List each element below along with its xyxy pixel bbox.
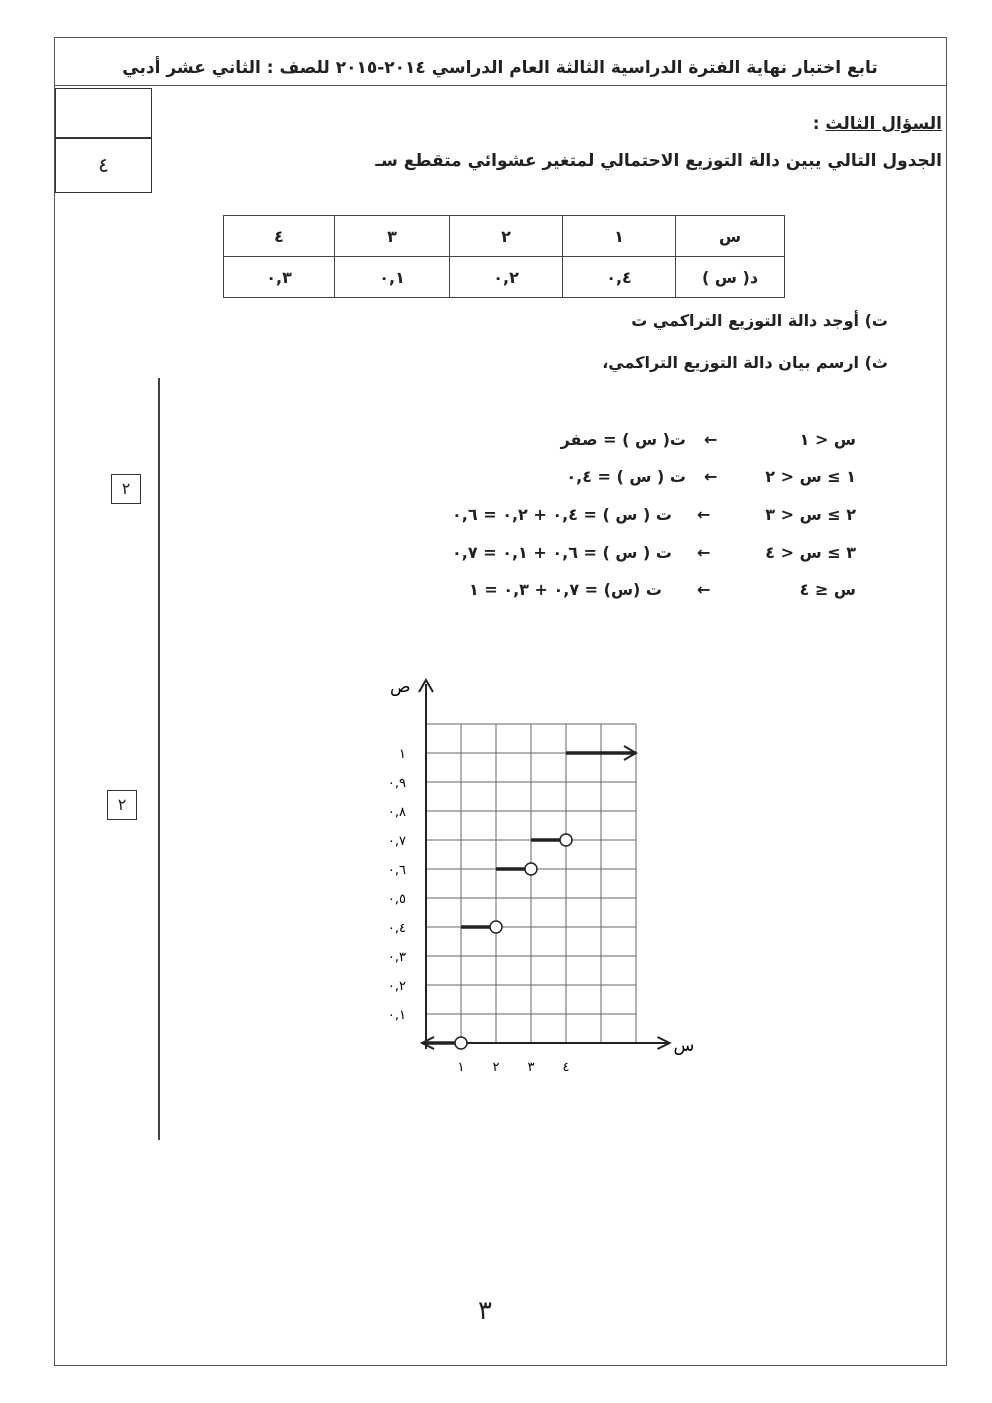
solution-result-1: ت( س ) = صفر xyxy=(560,430,686,449)
y-tick-label: ٠,٧ xyxy=(387,834,406,849)
solution-arrow-1: ← xyxy=(704,430,718,449)
mark-box-top xyxy=(55,88,152,138)
table-header-x: س xyxy=(676,216,785,257)
item-th: ث) ارسم بيان دالة التوزيع التراكمي، xyxy=(602,353,888,372)
solution-arrow-2: ← xyxy=(704,467,718,486)
table-cell: ٢ xyxy=(450,216,563,257)
x-tick-label: ٣ xyxy=(527,1060,535,1075)
table-cell: ٠,٢ xyxy=(450,257,563,298)
y-tick-label: ٠,٨ xyxy=(387,805,406,820)
solution-arrow-3: ← xyxy=(697,505,711,524)
step-open-point xyxy=(490,921,502,933)
page-number: ٣ xyxy=(478,1296,492,1326)
margin-divider xyxy=(158,378,160,1140)
solution-condition-5: س ≤ ٤ xyxy=(799,580,856,599)
question-title-colon: : xyxy=(812,114,826,134)
y-tick-label: ١ xyxy=(399,747,406,762)
exam-header: تابع اختبار نهاية الفترة الدراسية الثالثة العام الدراسي ٢٠١٤-٢٠١٥ للصف : الثاني عشر أدبي xyxy=(122,58,878,78)
cumulative-distribution-graph xyxy=(376,668,716,1088)
y-tick-label: ٠,٩ xyxy=(387,776,406,791)
table-header-p: د( س ) xyxy=(676,257,785,298)
table-cell: ٠,٣ xyxy=(224,257,335,298)
y-tick-label: ٠,٦ xyxy=(387,863,406,878)
table-cell: ٤ xyxy=(224,216,335,257)
solution-result-2: ت ( س ) = ٠,٤ xyxy=(566,467,686,486)
question-intro: الجدول التالي يبين دالة التوزيع الاحتمالي لمتغير عشوائي متقطع سـ xyxy=(375,151,942,171)
table-cell: ٣ xyxy=(335,216,450,257)
x-axis-label: س xyxy=(673,1036,695,1056)
step-open-point xyxy=(525,863,537,875)
y-tick-label: ٠,١ xyxy=(387,1008,406,1023)
question-title-text: السؤال الثالث xyxy=(825,114,942,134)
solution-arrow-5: ← xyxy=(697,580,711,599)
mark-box-part-t: ٢ xyxy=(111,474,141,504)
solution-condition-3: ٢ ≥ س < ٣ xyxy=(765,505,856,524)
solution-result-3: ت ( س ) = ٠,٤ + ٠,٢ = ٠,٦ xyxy=(452,505,672,524)
x-tick-label: ٤ xyxy=(562,1060,570,1075)
x-tick-label: ١ xyxy=(457,1060,465,1075)
solution-result-5: ت (س) = ٠,٧ + ٠,٣ = ١ xyxy=(469,580,662,599)
header-divider xyxy=(54,85,947,86)
solution-condition-2: ١ ≥ س < ٢ xyxy=(765,467,856,486)
table-cell: ٠,٤ xyxy=(563,257,676,298)
table-row-x xyxy=(224,216,785,257)
y-tick-label: ٠,٢ xyxy=(387,979,406,994)
table-row-p xyxy=(224,257,785,298)
distribution-table xyxy=(223,215,785,298)
question-title xyxy=(813,114,942,134)
y-tick-label: ٠,٥ xyxy=(387,892,406,907)
y-tick-label: ٠,٤ xyxy=(387,921,406,936)
mark-box-total: ٤ xyxy=(55,138,152,193)
table-cell: ١ xyxy=(563,216,676,257)
solution-condition-1: س < ١ xyxy=(799,430,856,449)
solution-condition-4: ٣ ≥ س < ٤ xyxy=(765,543,856,562)
step-open-point xyxy=(560,834,572,846)
y-tick-label: ٠,٣ xyxy=(387,950,406,965)
item-t: ت) أوجد دالة التوزيع التراكمي ت xyxy=(631,311,888,330)
solution-arrow-4: ← xyxy=(697,543,711,562)
solution-result-4: ت ( س ) = ٠,٦ + ٠,١ = ٠,٧ xyxy=(452,543,672,562)
step-open-point xyxy=(455,1037,467,1049)
x-tick-label: ٢ xyxy=(492,1060,500,1075)
table-cell: ٠,١ xyxy=(335,257,450,298)
mark-box-part-th: ٢ xyxy=(107,790,137,820)
y-axis-label: ص xyxy=(390,677,411,697)
